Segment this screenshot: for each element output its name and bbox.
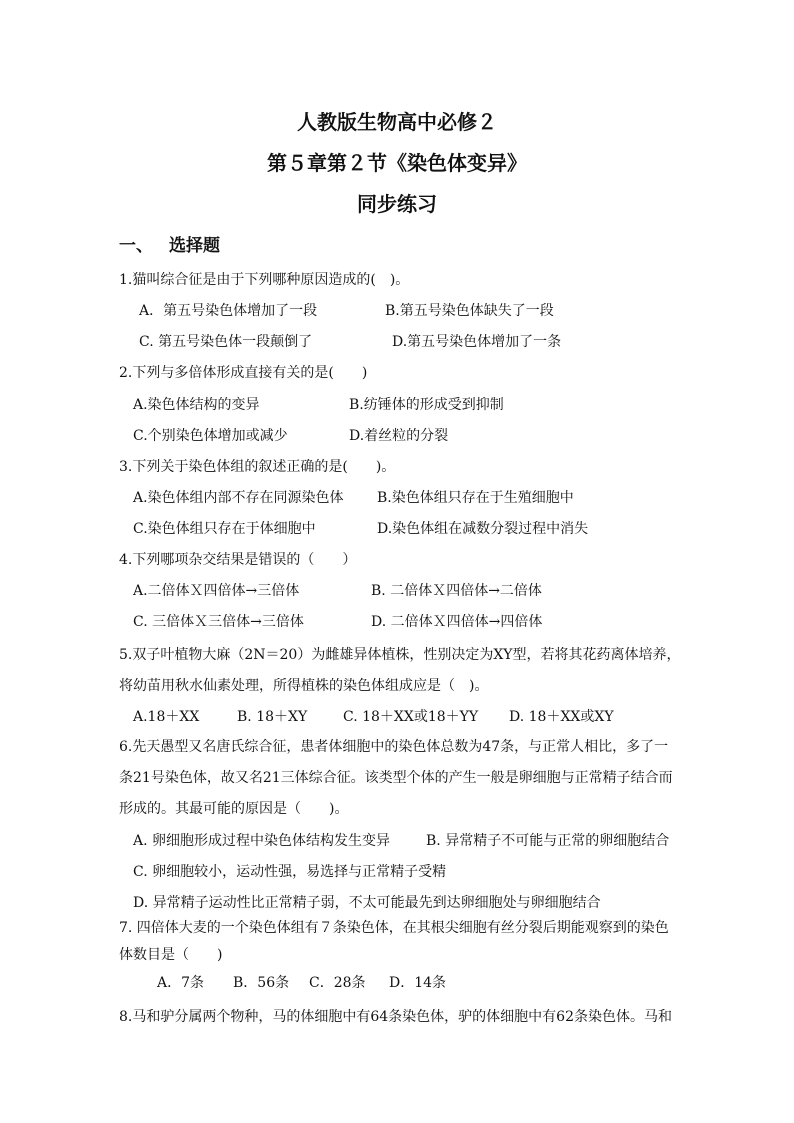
question-5-option-a: A.18＋XX [133,709,200,725]
section-number: 一、 [119,236,153,256]
question-3-option-c: C.染色体组只存在于体细胞中 [133,521,316,537]
chapter-title: 第５章第２节《染色体变异》 [267,151,527,175]
question-1-option-b: B.第五号染色体缺失了一段 [385,303,554,319]
question-4-option-c: C. 三倍体Ｘ三倍体→三倍体 [133,614,304,630]
question-8-stem-line-1: 8.马和驴分属两个物种，马的体细胞中有64条染色体，驴的体细胞中有62条染色体。马和 [119,1009,672,1025]
question-6-stem-line-2: 条21号染色体，故又名21三体综合征。该类型个体的产生一般是卵细胞与正常精子结合而 [119,770,673,786]
question-5-stem-line-2: 将幼苗用秋水仙素处理，所得植株的染色体组成应是（ )。 [119,678,489,694]
question-3-option-d: D.染色体组在减数分裂过程中消失 [377,521,589,537]
question-5-option-c: C. 18＋XX或18＋YY [343,709,479,725]
section-heading [119,231,220,256]
question-5-option-b: B. 18＋XY [237,709,308,725]
question-7-option-d: D．14条 [389,975,447,991]
question-2-option-d: D.着丝粒的分裂 [349,428,449,444]
document-subtitle: 同步练习 [357,192,437,216]
question-6-option-a: A. 卵细胞形成过程中染色体结构发生变异 [133,833,391,849]
question-7-option-b: B．56条 [233,975,290,991]
question-2-option-c: C.个别染色体增加或减少 [133,428,288,444]
question-1-option-c: C. 第五号染色体一段颠倒了 [139,334,313,350]
question-4-stem: 4.下列哪项杂交结果是错误的（ ） [119,552,357,568]
question-7-option-c: C．28条 [309,975,366,991]
question-1-option-a: A．第五号染色体增加了一段 [139,303,318,319]
question-4-option-b: B. 二倍体Ｘ四倍体→二倍体 [371,583,542,599]
question-3-option-b: B.染色体组只存在于生殖细胞中 [377,490,574,506]
question-6-option-b: B. 异常精子不可能与正常的卵细胞结合 [426,833,670,849]
question-3-option-a: A.染色体组内部不存在同源染色体 [133,490,344,506]
question-2-option-a: A.染色体结构的变异 [133,397,260,413]
question-7-stem-line-1: 7. 四倍体大麦的一个染色体组有７条染色体，在其根尖细胞有丝分裂后期能观察到的染色 [119,920,669,936]
question-6-stem-line-1: 6.先天愚型又名唐氏综合征，患者体细胞中的染色体总数为47条，与正常人相比，多了一 [119,739,669,755]
question-6-option-c: C. 卵细胞较小，运动性强，易选择与正常精子受精 [133,864,447,880]
question-6-option-d: D. 异常精子运动性比正常精子弱，不太可能最先到达卵细胞处与卵细胞结合 [133,895,601,911]
question-1-option-d: D.第五号染色体增加了一条 [392,334,562,350]
question-5-option-d: D. 18＋XX或XY [509,709,614,725]
question-5-stem-line-1: 5.双子叶植物大麻（2N＝20）为雌雄异体植株，性别决定为XY型，若将其花药离体培养， [119,647,681,663]
section-label: 选择题 [169,236,220,256]
question-1-stem: 1.猫叫综合征是由于下列哪种原因造成的( )。 [119,272,410,288]
document-title: 人教版生物高中必修２ [297,110,497,134]
question-3-stem: 3.下列关于染色体组的叙述正确的是( )。 [119,459,396,475]
question-2-stem: 2.下列与多倍体形成直接有关的是( ) [119,365,368,381]
question-6-stem-line-3: 形成的。其最可能的原因是（ )。 [119,801,349,817]
question-7-stem-line-2: 体数目是（ ) [119,947,223,963]
question-2-option-b: B.纺锤体的形成受到抑制 [349,397,504,413]
question-7-option-a: A．7条 [157,975,205,991]
question-4-option-a: A.二倍体Ｘ四倍体→三倍体 [133,583,300,599]
question-4-option-d: D. 二倍体Ｘ四倍体→四倍体 [371,614,543,630]
